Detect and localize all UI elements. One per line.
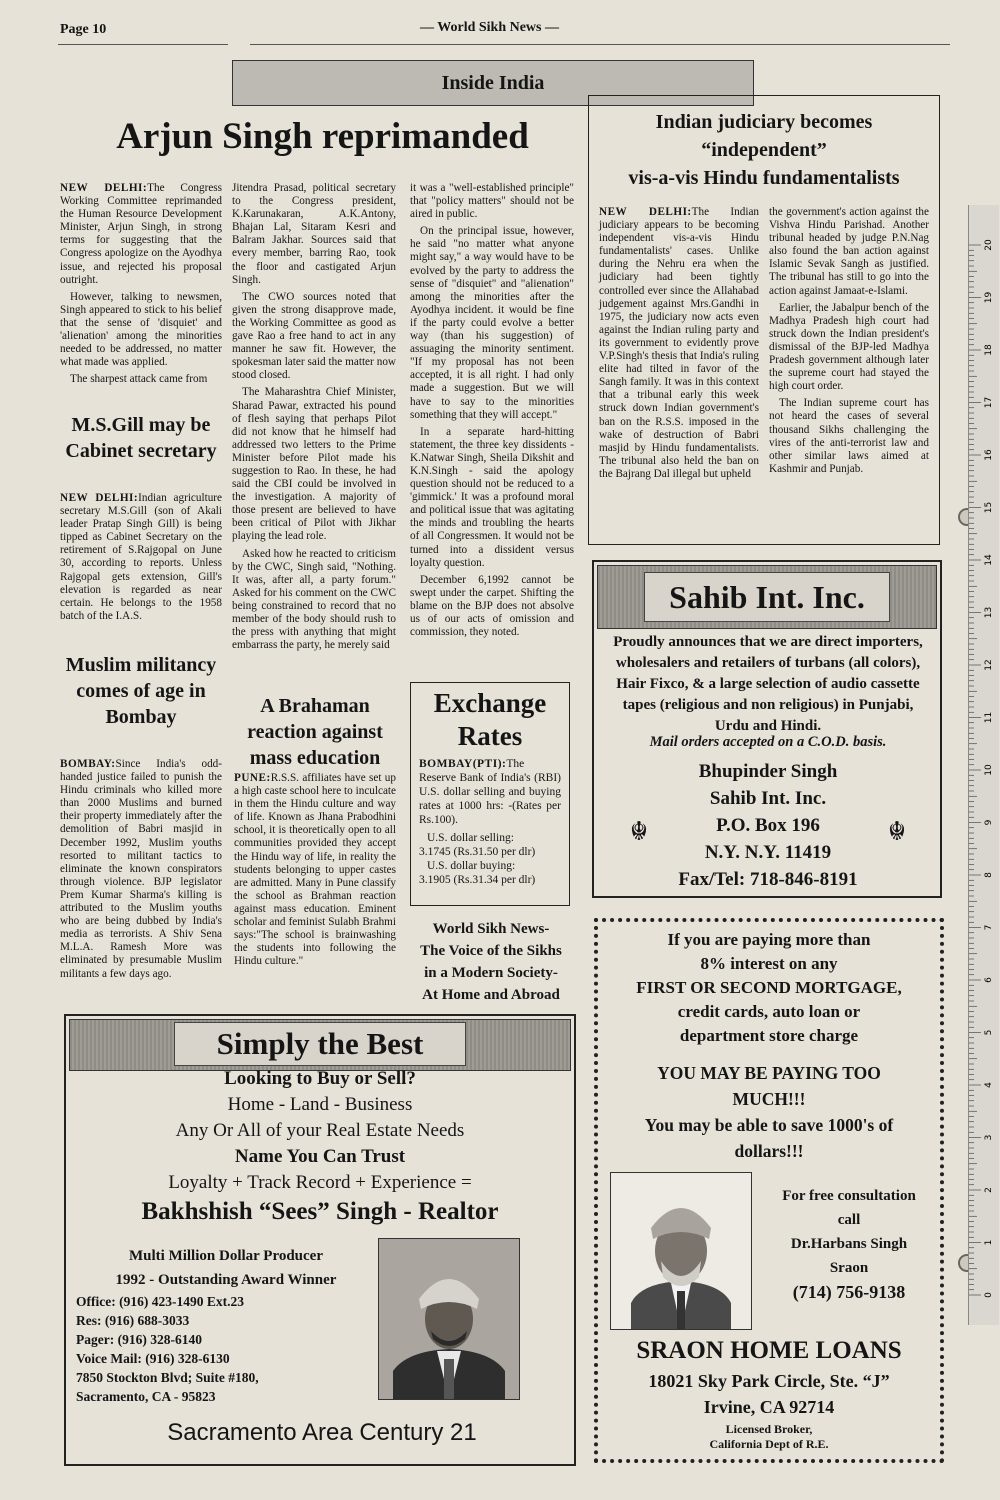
realtor-contact: Office: (916) 423-1490 Ext.23 Res: (916) 688-3033 Pager: (916) 328-6140 Voice Mail: (916) 328-6130 7850 Stockton Blvd; Suite #180, Sacramento, CA - 95823 <box>76 1294 259 1404</box>
ruler-number: 5 <box>984 1029 994 1036</box>
sahib-mail-orders: Mail orders accepted on a C.O.D. basis. <box>649 734 887 750</box>
main-headline: Arjun Singh reprimanded <box>116 116 529 157</box>
sahib-title: Sahib Int. Inc. <box>644 572 890 622</box>
loan-phone: (714) 756-9138 <box>792 1282 906 1302</box>
ruler-number: 2 <box>984 1187 994 1193</box>
brahaman-story: PUNE:R.S.S. affiliates have set up a high caste school here to inculcate in them the Hindu culture and way of life. Known as Jhana Prabodhini school, it is theoretically open to all communities provided they accept the Hindu way of life, in reality the students belonging to upper castes are admitted. Many in Pune classify the school as Brahman reaction against mass education. Eminent scholar and feminist Sulabh Brahmi says:"The school is brainwashing the students into following the Hindu culture." <box>234 772 396 968</box>
judiciary-col1: NEW DELHI:The Indian judiciary appears to be becoming independent vis-a-vis Hindu fundamentalists' cases. Unlike during the Nehru era when the judiciary had been tightly controlled ever since the Allahabad judgement against Mrs.Gandhi in 1975, the judiciary now acts even against the Indian ruling party and its government to evidently prove V.P.Singh's thesis that India's ruling elite had tilted in favor of the Sangh family. It was in this context that a tribunal early this week struck down Indian government's ban on the R.S.S. imposed in the wake of destruction of Babri masjid by Hindu fundamentalists. The tribunal also held the ban on the Bajrang Dal illegal but upheld <box>599 206 759 480</box>
realtor-ad <box>64 1014 576 1466</box>
ruler-number: 12 <box>984 659 994 671</box>
exchange-buying-value: 3.1905 (Rs.31.34 per dlr) <box>419 874 536 886</box>
militancy-story: BOMBAY:Since India's odd-handed justice failed to punish the Hindu criminals who killed more than 2000 Muslims and burned their property immediately after the demolition of Babri masjid in December 1992, Muslim youths resorted to militant tactics to eliminate the known conspirators through violence. BJP legislator Prem Kumar Sharma's killing is attributed to the Muslim youths who are being dubbed by India's media as terrorists. A Shiv Sena M.L.A. Ramesh More was eliminated by presumable Muslim militants a few days ago. <box>60 758 222 980</box>
khanda-icon: ☬ <box>629 817 649 846</box>
sahib-ad <box>592 560 942 898</box>
ruler-number: 19 <box>984 291 994 304</box>
loan-warning: YOU MAY BE PAYING TOO MUCH!!! You may be able to save 1000's of dollars!!! <box>644 1063 894 1161</box>
khanda-icon: ☬ <box>887 817 907 846</box>
judiciary-headline: Indian judiciary becomes “independent” vis-a-vis Hindu fundamentalists <box>628 111 900 189</box>
realtor-footer: Sacramento Area Century 21 <box>167 1419 477 1446</box>
ruler-number: 15 <box>984 501 994 514</box>
sraon-loan-ad <box>594 918 944 1463</box>
exchange-selling-value: 3.1745 (Rs.31.50 per dlr) <box>419 846 536 858</box>
loan-address: 18021 Sky Park Circle, Ste. “J” Irvine, CA 92714 <box>648 1371 890 1417</box>
ruler-number: 13 <box>984 606 994 619</box>
ruler-number: 9 <box>984 819 994 826</box>
ruler-number: 10 <box>984 764 994 776</box>
ruler-number: 16 <box>984 449 994 461</box>
ruler-number: 1 <box>984 1239 994 1246</box>
ruler-number: 11 <box>984 711 994 724</box>
loan-contact: For free consultation call Dr.Harbans Singh Sraon (714) 756-9138 <box>758 1184 940 1304</box>
brahaman-headline: A Brahaman reaction against mass education <box>247 695 383 769</box>
ruler-number: 14 <box>984 554 994 566</box>
ruler-number: 8 <box>984 872 994 878</box>
portrait-illustration <box>379 1239 519 1399</box>
dateline: NEW DELHI: <box>60 182 148 194</box>
loan-license: Licensed Broker, California Dept of R.E. <box>709 1422 829 1451</box>
main-story-col3: it was a "well-established principle" that "policy matters" should not be aired in public. On the principal issue, however, he said "no matter what anyone might say," a way would have to be evolved by the party to address the sense of "disquiet" and "alienation" among the minorities after the Ayodhya incident. it would be fine if the party could evolve a better way (than his suggestion) of assuaging the minority sentiment. "If my proposal has not been accepted, it is all right. I had only made a suggestion. But we will have to say to the minorities something that they will accept." In a separate hard-hitting statement, the three key dissidents - K.Natwar Singh, Sheila Dikshit and K.N.Singh - said the apology question should not be reduced to a 'gimmick.' It was a profound moral and political issue that was agitating the minds and troubling the hearts of all Congressmen. It would not be turned into a dissident versus loyalty question. December 6,1992 cannot be swept under the carpet. Shifting the blame on the BJP does not absolve us of our acts of omission and commission, they noted. <box>410 182 574 639</box>
page-number: Page 10 <box>60 22 107 37</box>
gill-headline: M.S.Gill may be Cabinet secretary <box>65 414 217 462</box>
realtor-tagline: Looking to Buy or Sell? Home - Land - Business Any Or All of your Real Estate Needs Name You Can Trust Loyalty + Track Record + Experience = <box>168 1068 472 1193</box>
realtor-title: Simply the Best <box>174 1022 466 1066</box>
ruler-number: 7 <box>984 924 994 931</box>
realtor-photo <box>378 1238 520 1400</box>
publication-running-head: — World Sikh News — <box>420 20 559 35</box>
loan-offer: If you are paying more than 8% interest on any FIRST OR SECOND MORTGAGE, credit cards, auto loan or department store charge <box>636 930 902 1045</box>
ruler-number: 20 <box>984 239 994 251</box>
main-story-col1: NEW DELHI:The Congress Working Committee reprimanded the Human Resource Development Minister, Arjun Singh, in strong terms for suggesting that the Congress apologize on the Ayodhya issue, and rejected his proposal outright. However, talking to newsmen, Singh appeared to stick to his belief that the sense of 'disquiet' and 'alienation' among the minorities needed to be addressed, no matter what made was applied. The sharpest attack came from <box>60 182 222 386</box>
dr-harbans-singh-photo <box>610 1172 752 1330</box>
portrait-illustration <box>611 1173 751 1329</box>
section-title: Inside India <box>441 72 545 94</box>
main-story-col2: Jitendra Prasad, political secretary to the Congress president, K.Karunakaran, A.K.Antony, Bhajan Lal, Sitaram Kesri and Balram Jakhar. Sources said that every member, barring Rao, took the floor and castigated Arjun Singh. The CWO sources noted that given the strong disapprove made, the Working Committee as good as gave Rao a free hand to act in any manner he saw fit. However, the spokesman later said the matter now stood closed. The Maharashtra Chief Minister, Sharad Pawar, extracted his pound of flesh saying that perhaps Pilot did not know that he himself had addressed two letters to the Prime Minister before Pilot made his suggestion to Rao. In these, he had said the CBI could be involved in the investigation. A majority of those present are believed to have been critical of Pilot with Jikhar playing the lead role. Asked how he reacted to criticism by the CWC, Singh said, "Nothing. It was, after all, a party forum." Asked for his comment on the CWC being constrained to record that no member of the body should rush to the press with anything that might embarrass the party, he merely said <box>232 182 396 652</box>
gill-story: NEW DELHI:Indian agriculture secretary M.S.Gill (son of Akali leader Pratap Singh Gill) is being tipped as Cabinet Secretary on the retirement of S.Rajgopal on June 30, according to reports. Unless Rajgopal gets extension, Gill's elevation is regarded as near certain. He belongs to the 1958 batch of the I.A.S. <box>60 492 222 622</box>
ruler-number: 4 <box>984 1082 994 1088</box>
measuring-ruler <box>968 205 999 1325</box>
exchange-body: BOMBAY(PTI):The Reserve Bank of India's (RBI) U.S. dollar selling and buying rates at 1000 hrs: -(Rates per Rs.100). U.S. dollar selling: 3.1745 (Rs.31.50 per dlr) U.S. dollar buying: 3.1905 (Rs.31.34 per dlr) <box>419 758 561 886</box>
ruler-ticks <box>969 205 999 1325</box>
ruler-number: 18 <box>984 344 994 356</box>
loan-company: SRAON HOME LOANS <box>636 1337 902 1364</box>
ruler-number: 17 <box>984 396 994 409</box>
ruler-number: 6 <box>984 977 994 983</box>
sahib-body: Proudly announces that we are direct importers, wholesalers and retailers of turbans (all colors), Hair Fixco, & a large selection of audio cassette tapes (religious and non religious) in Punjabi, Urdu and Hindi. <box>613 634 923 734</box>
judiciary-story-box <box>588 95 940 545</box>
militancy-headline: Muslim militancy comes of age in Bombay <box>65 654 217 728</box>
realtor-name: Bakhshish “Sees” Singh - Realtor <box>141 1198 499 1225</box>
slogan: World Sikh News- The Voice of the Sikhs in a Modern Society- At Home and Abroad <box>420 921 562 1003</box>
ruler-number: 3 <box>984 1134 994 1141</box>
exchange-title: Exchange Rates <box>433 688 547 751</box>
exchange-rates-box <box>410 682 570 906</box>
ruler-number: 0 <box>984 1292 994 1298</box>
realtor-credentials: Multi Million Dollar Producer 1992 - Outstanding Award Winner <box>115 1248 337 1288</box>
judiciary-col2: the government's action against the Vishva Hindu Parishad. Another tribunal headed by judge P.N.Nag also found the ban action against Islamic Sevak Sangh as justified. The tribunal has still to go into the action against Jamaat-e-Islami. Earlier, the Jabalpur bench of the Madhya Pradesh high court had struck down the Indian president's dismissal of the BJP-led Madhya Pradesh government although later the supreme court had stayed the high court order. The Indian supreme court has not heard the cases of several thousand Sikhs challenging the vires of the anti-terrorist law and other similar laws aimed at Kashmir and Punjab. <box>769 206 929 475</box>
sahib-contact: Bhupinder Singh Sahib Int. Inc. P.O. Box 196 N.Y. N.Y. 11419 Fax/Tel: 718-846-8191 <box>678 761 858 890</box>
